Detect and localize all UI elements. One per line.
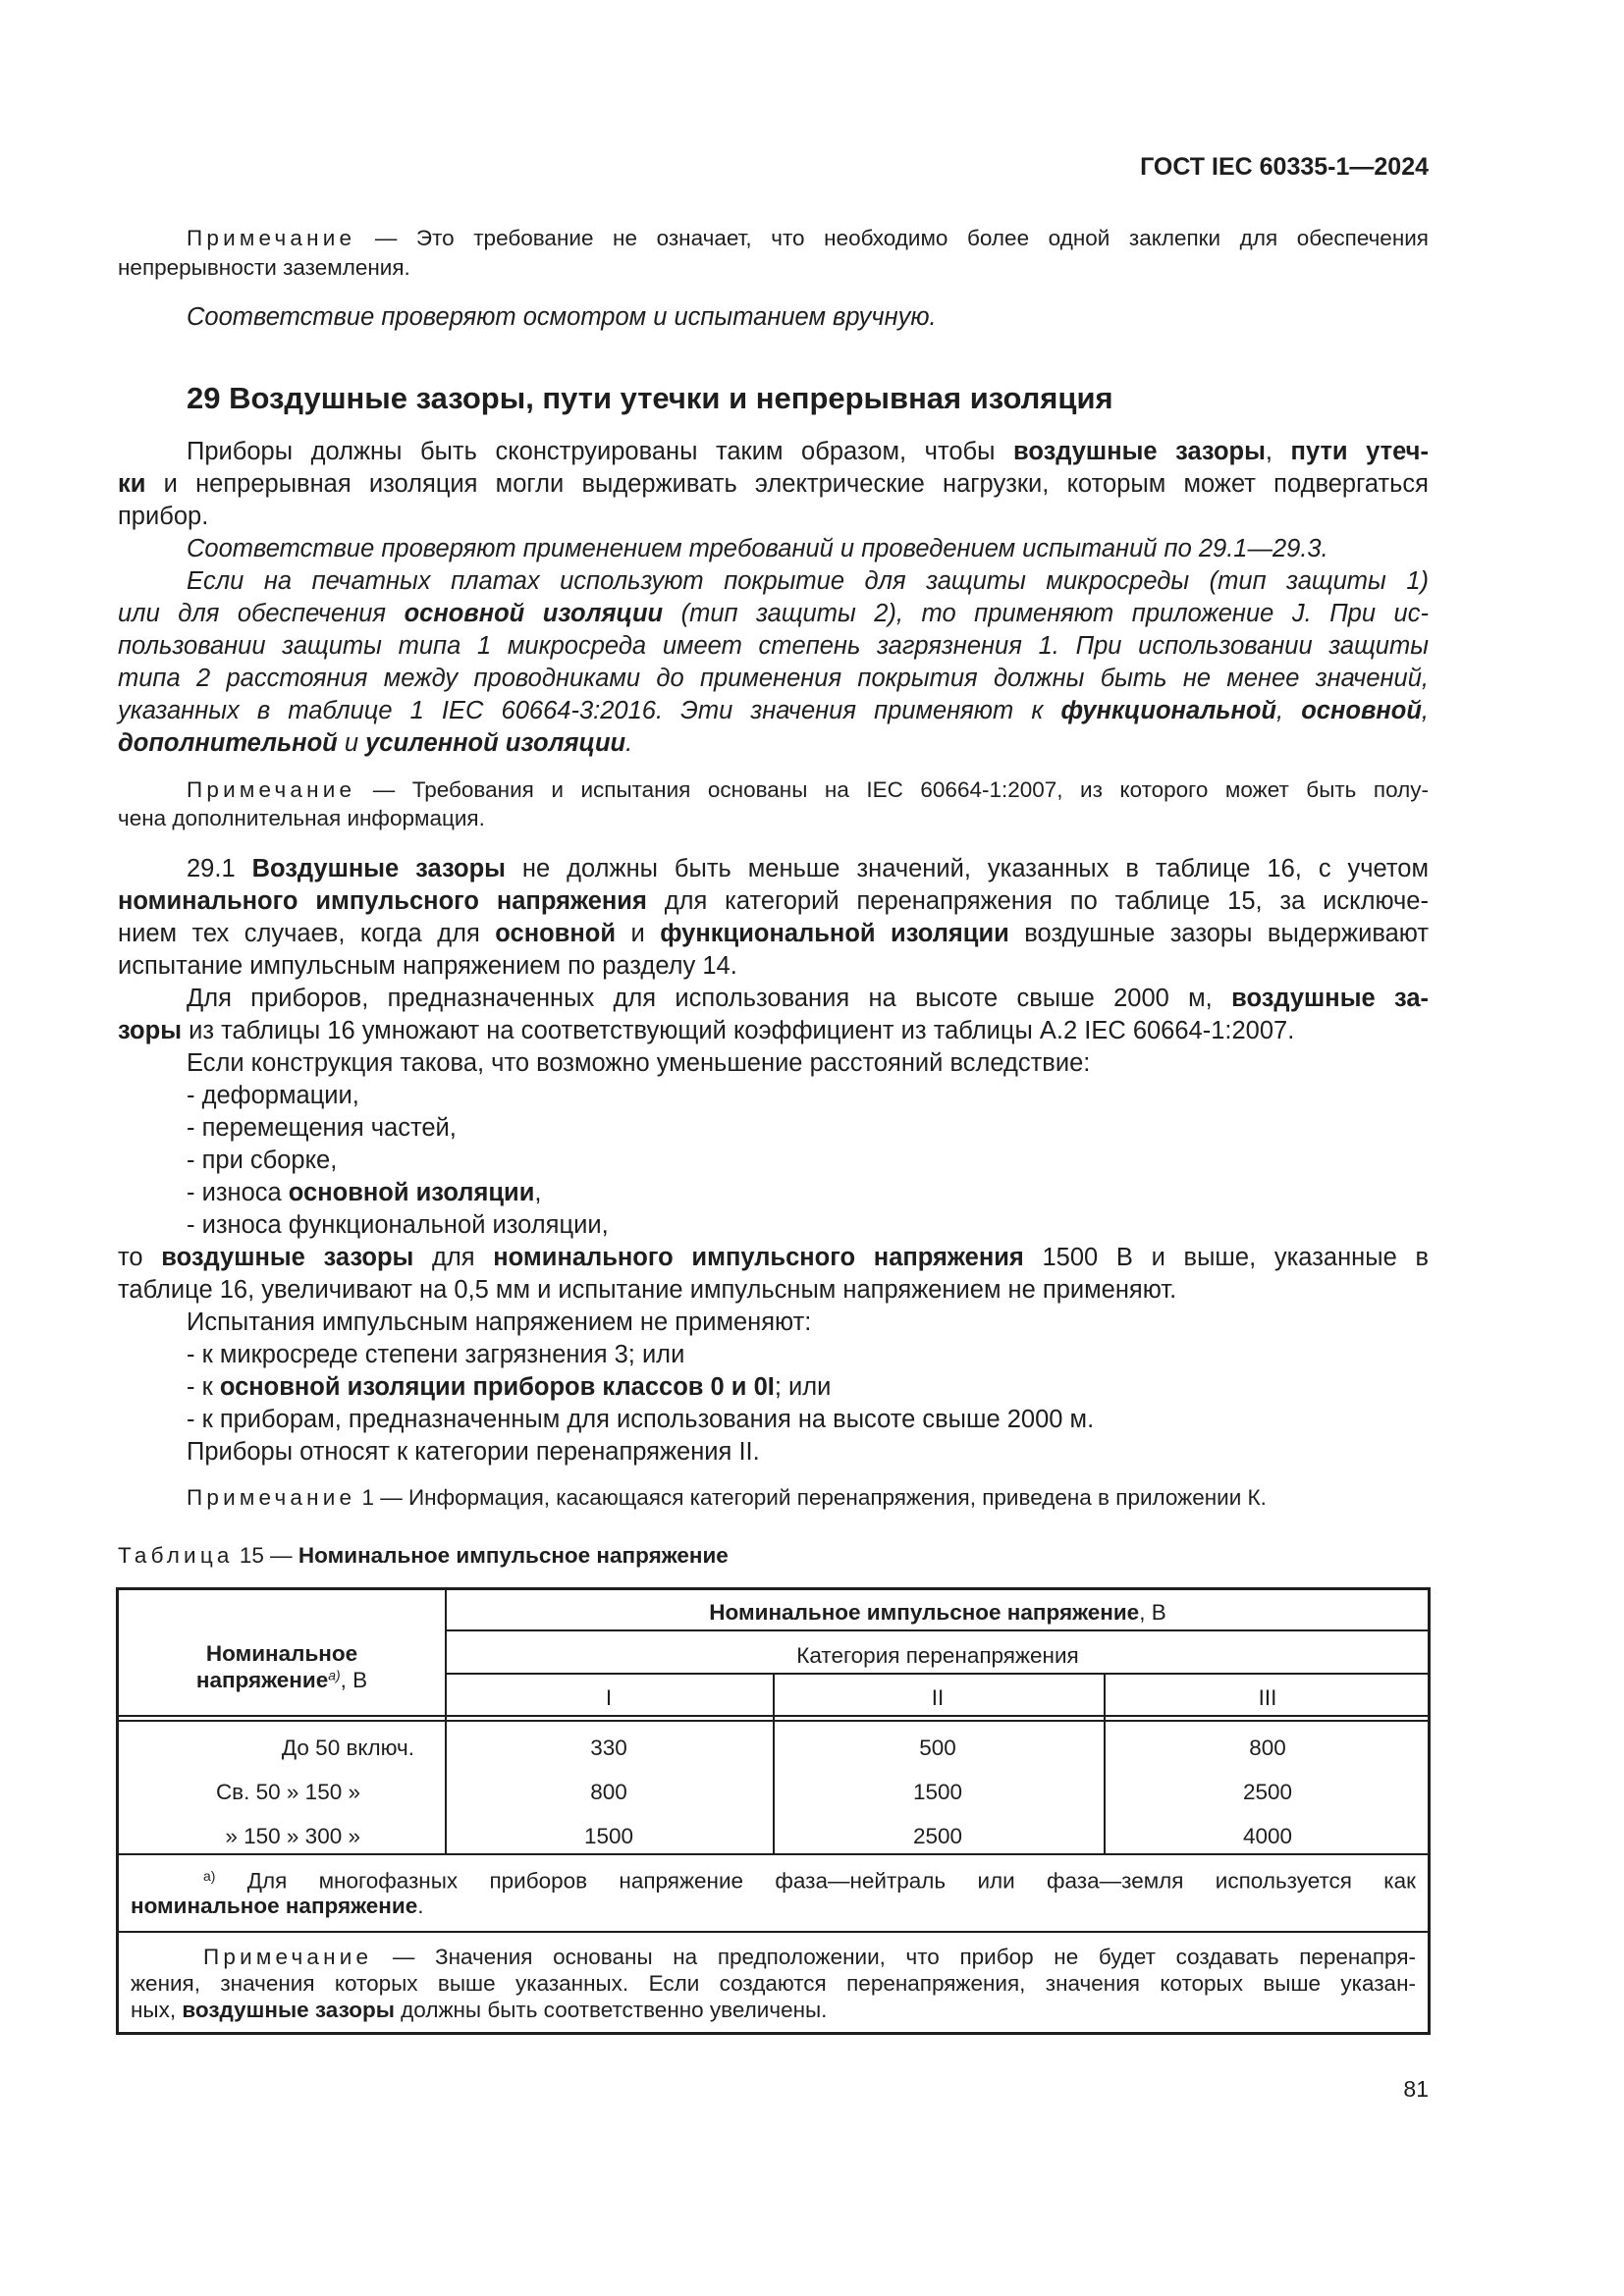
group-header-impulse-voltage — [709, 1600, 1165, 1626]
text-run: Примечание — [187, 226, 356, 250]
text-run: Соответствие проверяют осмотром и испытанием вручную. — [187, 303, 937, 331]
text-run: воздушные зазоры выдерживают — [1008, 920, 1429, 947]
text-run: усиленной изоляции — [365, 729, 626, 757]
body-line — [187, 1116, 457, 1142]
text-run: не должны быть меньше значений, указанных в таблице 16, с учетом — [505, 855, 1430, 882]
impulse-voltage-cell: 500 — [919, 1735, 956, 1760]
note-line — [187, 228, 1429, 257]
text-run: Соответствие проверяют применением требований и проведением испытаний по 29.1—29.3. — [187, 535, 1328, 562]
text-run: и — [616, 920, 661, 947]
table-rule — [445, 1673, 1428, 1675]
body-line — [187, 305, 937, 331]
text-run: Примечание — [187, 777, 356, 802]
text-run: , В — [1139, 1600, 1166, 1625]
text-run: Примечание — [203, 1945, 373, 1969]
text-run: 15 — — [233, 1543, 298, 1568]
text-run: зоры — [118, 1017, 182, 1044]
body-line — [187, 1181, 541, 1206]
text-run: жения, значения которых выше указанных. Если создаются перенапряжения, значения которых выше указан- — [131, 1971, 1416, 1996]
text-run: - деформации, — [187, 1082, 359, 1109]
text-run: Номинальное импульсное напряжение — [709, 1600, 1140, 1625]
text-run: 1 — Информация, касающаяся категорий перенапряжения, приведена в приложении К. — [355, 1485, 1267, 1510]
text-run: Номинальное импульсное напряжение — [298, 1543, 729, 1568]
impulse-voltage-cell: 2500 — [1242, 1780, 1293, 1804]
text-run: воздушные за- — [1231, 985, 1429, 1012]
text-run: функциональной — [1060, 697, 1276, 724]
voltage-range-cell: » 150 » 300 » — [225, 1824, 360, 1848]
text-run: испытание импульсным напряжением по разделу 14. — [118, 952, 737, 980]
text-run: - к приборам, предназначенным для использования на высоте свыше 2000 м. — [187, 1406, 1095, 1433]
text-run: — Требования и испытания основаны на IEC 60664-1:2007, из которого может быть полу- — [355, 777, 1429, 802]
text-run: функциональной изоляции — [660, 920, 1009, 947]
text-run: дополнительной — [118, 729, 338, 757]
text-run: Приборы должны быть сконструированы таким образом, чтобы — [187, 438, 1013, 465]
note-line — [118, 1545, 729, 1568]
text-run: должны быть соответственно увеличены. — [394, 1998, 828, 2022]
text-run: а) — [328, 1667, 341, 1682]
text-run: пользовании защиты типа 1 микросреда имеет степень загрязнения 1. При использовании защиты — [118, 632, 1429, 660]
note-line — [187, 779, 1429, 809]
text-run: воздушные зазоры — [1013, 438, 1266, 465]
impulse-voltage-cell: 1500 — [912, 1780, 963, 1804]
table-rule — [773, 1673, 775, 1853]
text-run: . — [417, 1894, 424, 1918]
text-run: Если конструкция такова, что возможно уменьшение расстояний вследствие: — [187, 1049, 1091, 1077]
text-run: , — [1265, 438, 1291, 465]
text-run: основной — [1301, 697, 1422, 724]
text-run: основной изоляции — [404, 600, 664, 627]
text-run: таблице 16, увеличивают на 0,5 мм и испытание импульсным напряжением не применяют. — [118, 1276, 1177, 1304]
table-rule — [1104, 1673, 1106, 1853]
text-run: то — [118, 1244, 162, 1271]
section-heading: 29 Воздушные зазоры, пути утечки и непрерывная изоляция — [187, 381, 1113, 415]
body-line — [118, 505, 208, 530]
body-line — [187, 1440, 760, 1466]
text-run: ных, — [131, 1998, 183, 2022]
text-run: Таблица — [118, 1543, 234, 1568]
body-line — [118, 1246, 1429, 1275]
text-run: — Это требование не означает, что необходимо более одной заклепки для обеспечения — [355, 226, 1429, 250]
table-text-line — [131, 1998, 1416, 2023]
text-run: типа 2 расстояния между проводниками до применения покрытия должны быть не менее значений, — [118, 665, 1429, 692]
text-run: ; или — [774, 1373, 832, 1401]
body-line — [118, 699, 1429, 728]
text-run: ки — [118, 470, 146, 498]
text-run: основной — [495, 920, 616, 947]
page-number: 81 — [1403, 2076, 1429, 2102]
text-run: и непрерывная изоляция могли выдерживать электрические нагрузки, которым может подвергаться — [145, 470, 1429, 498]
text-run: или для обеспечения — [118, 600, 405, 627]
voltage-range-cell: До 50 включ. — [281, 1735, 414, 1760]
note-line — [118, 808, 485, 830]
text-run: , — [534, 1179, 542, 1206]
text-run: Для многофазных приборов напряжение фаза—нейтраль или фаза—земля используется как — [215, 1868, 1416, 1894]
text-run: воздушные зазоры — [182, 1998, 395, 2022]
impulse-voltage-cell: 800 — [590, 1780, 627, 1804]
text-run: - при сборке, — [187, 1147, 338, 1174]
body-line — [187, 1148, 337, 1174]
category-header: II — [931, 1685, 945, 1710]
text-run: для — [413, 1244, 494, 1271]
body-line — [187, 1051, 1090, 1077]
note-line — [118, 257, 410, 280]
body-line — [187, 1310, 811, 1336]
body-line — [187, 1343, 684, 1368]
text-run: а) — [203, 1868, 216, 1884]
text-run: Воздушные зазоры — [251, 855, 506, 882]
text-run: — Значения основаны на предположении, что прибор не будет создавать перенапря- — [372, 1945, 1416, 1969]
body-line — [187, 1084, 359, 1109]
text-run: указанных в таблице 1 IEC 60664-3:2016. Эти значения применяют к — [118, 697, 1061, 724]
text-run: чена дополнительная информация. — [118, 806, 485, 830]
col-header-nominal-voltage-line2 — [196, 1667, 367, 1693]
text-run: Испытания импульсным напряжением не применяют: — [187, 1308, 812, 1336]
body-line — [187, 987, 1429, 1016]
table-rule — [119, 1931, 1428, 1933]
body-line — [118, 634, 1429, 664]
text-run: (тип защиты 2), то применяют приложение J. При ис- — [663, 600, 1429, 627]
text-run: Если на печатных платах используют покрытие для защиты микросреды (тип защиты 1) — [187, 567, 1429, 595]
text-run: 1500 В и выше, указанные в — [1023, 1244, 1429, 1271]
text-run: - перемещения частей, — [187, 1114, 457, 1142]
text-run: номинального импульсного напряжения — [118, 887, 647, 915]
text-run: 29.1 — [187, 855, 252, 882]
text-run: непрерывности заземления. — [118, 255, 410, 280]
document-header: ГОСТ IEC 60335-1—2024 — [1140, 153, 1429, 181]
body-line — [187, 857, 1429, 886]
note-line — [187, 1487, 1267, 1510]
text-run: из таблицы 16 умножают на соответствующий коэффициент из таблицы А.2 IEC 60664-1:2007. — [181, 1017, 1295, 1044]
impulse-voltage-cell: 800 — [1249, 1735, 1286, 1760]
text-run: Примечание — [187, 1485, 356, 1510]
text-run: Номинальное — [205, 1641, 358, 1666]
body-line — [118, 1278, 1176, 1304]
impulse-voltage-cell: 330 — [590, 1735, 627, 1760]
text-run: Для приборов, предназначенных для использования на высоте свыше 2000 м, — [187, 985, 1232, 1012]
body-line — [187, 1375, 831, 1401]
text-run: Приборы относят к категории перенапряжения II. — [187, 1438, 760, 1466]
body-line — [187, 440, 1429, 469]
voltage-range-cell: Св. 50 » 150 » — [215, 1780, 360, 1804]
impulse-voltage-cell: 2500 — [912, 1824, 963, 1848]
text-run: , В — [340, 1667, 368, 1692]
text-run: номинальное напряжение — [131, 1894, 418, 1918]
table-text-line — [203, 1945, 1416, 1970]
body-line — [118, 667, 1429, 696]
table-rule — [445, 1590, 447, 1853]
text-run: и — [337, 729, 366, 757]
text-run: для категорий перенапряжения по таблице 15, за исключе- — [646, 887, 1429, 915]
text-run: - износа функциональной изоляции, — [187, 1211, 609, 1239]
text-run: - к микросреде степени загрязнения 3; или — [187, 1341, 685, 1368]
body-line — [118, 954, 737, 980]
text-run: основной изоляции приборов классов 0 и 0I — [219, 1373, 775, 1401]
impulse-voltage-cell: 4000 — [1242, 1824, 1293, 1848]
table-text-line — [203, 1868, 1416, 1895]
text-run: номинального импульсного напряжения — [493, 1244, 1024, 1271]
text-run: . — [625, 729, 633, 757]
text-run: - износа — [187, 1179, 289, 1206]
body-line — [118, 731, 632, 757]
subgroup-header-category: Категория перенапряжения — [796, 1643, 1079, 1668]
table-text-line — [131, 1971, 1416, 1997]
table-15 — [116, 1587, 1431, 2035]
body-line — [118, 602, 1429, 631]
body-line — [118, 472, 1429, 502]
text-run: нием тех случаев, когда для — [118, 920, 496, 947]
text-run: , — [1421, 697, 1429, 724]
body-line — [187, 537, 1328, 562]
text-run: - к — [187, 1373, 220, 1401]
text-run: прибор. — [118, 503, 209, 530]
body-line — [118, 1019, 1294, 1044]
category-header: III — [1258, 1685, 1277, 1710]
table-rule — [445, 1629, 1428, 1631]
body-line — [118, 889, 1429, 919]
table-text-line — [131, 1894, 1416, 1919]
text-run: воздушные зазоры — [161, 1244, 414, 1271]
text-run: основной изоляции — [288, 1179, 535, 1206]
body-line — [187, 569, 1429, 599]
col-header-nominal-voltage-line1 — [206, 1641, 357, 1667]
text-run: напряжение — [195, 1667, 329, 1692]
text-run: пути утеч- — [1290, 438, 1429, 465]
body-line — [187, 1213, 609, 1239]
category-header: I — [605, 1685, 613, 1710]
table-rule — [119, 1853, 1428, 1855]
text-run: , — [1276, 697, 1302, 724]
body-line — [187, 1408, 1094, 1433]
body-line — [118, 922, 1429, 951]
impulse-voltage-cell: 1500 — [583, 1824, 634, 1848]
